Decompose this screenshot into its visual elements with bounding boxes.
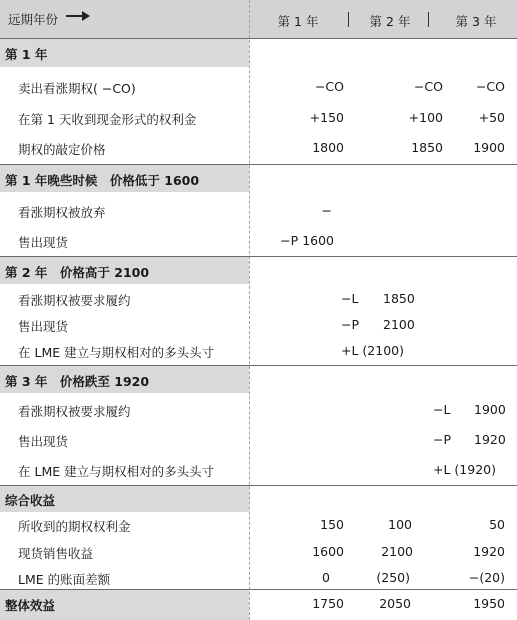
cell-value: 1850 [383,291,415,306]
cell-y1: −CO [314,79,344,94]
cell-y2: +100 [408,110,443,125]
section-title-year3: 第 3 年 价格跌至 1920 [5,374,150,389]
cell-y2: −CO [413,79,443,94]
row-label: 卖出看涨期权( −CO) [18,81,136,96]
section-title-total: 整体效益 [5,598,56,613]
cell-y1: − [321,203,332,218]
table-header [0,0,517,39]
row-label: 期权的敲定价格 [18,142,106,157]
cell-y3: −(20) [468,570,505,585]
cell-symbol: −P [433,432,452,447]
row-label: 在第 1 天收到现金形式的权利金 [18,112,197,127]
cell-value: 1900 [474,402,506,417]
cell-y1: +150 [309,110,344,125]
cell-y2: 2050 [379,596,411,611]
cell-y3: 1920 [473,544,505,559]
column-separator [428,12,429,27]
cell-combined: +L (2100) [341,343,404,358]
cell-y1: 1600 [312,544,344,559]
column-year-1: 第 1 年 [277,14,319,29]
row-label: 看涨期权被放弃 [18,205,106,220]
cell-y3: 1900 [473,140,505,155]
section-title-combined: 综合收益 [5,493,56,508]
cell-value: 1920 [474,432,506,447]
row-label: 售出现货 [18,319,69,334]
cell-y2: 100 [388,517,412,532]
cell-value: 2100 [383,317,415,332]
cell-symbol: −L [433,402,451,417]
cell-y2: 1850 [411,140,443,155]
row-label: LME 的账面差额 [18,572,111,587]
cell-y1: 150 [320,517,344,532]
section-title-year1: 第 1 年 [5,47,48,62]
row-label: 现货销售收益 [18,546,94,561]
cell-y3: 1950 [473,596,505,611]
cell-y3: 50 [489,517,505,532]
row-label: 在 LME 建立与期权相对的多头头寸 [18,345,215,360]
row-label: 在 LME 建立与期权相对的多头头寸 [18,464,215,479]
section-title-year2: 第 2 年 价格高于 2100 [5,265,150,280]
column-separator [348,12,349,27]
column-year-3: 第 3 年 [455,14,497,29]
right-arrow-icon [66,15,84,17]
row-label: 看涨期权被要求履约 [18,404,131,419]
row-label: 售出现货 [18,434,69,449]
cell-combined: +L (1920) [433,462,496,477]
cell-y1: 0 [322,570,330,585]
row-label: 看涨期权被要求履约 [18,293,131,308]
header-label: 远期年份 [8,12,59,27]
row-label: 售出现货 [18,235,69,250]
cell-y1: −P 1600 [280,233,334,248]
cell-y1: 1800 [312,140,344,155]
cell-symbol: −L [341,291,359,306]
cell-y3: −CO [475,79,505,94]
row-label: 所收到的期权权利金 [18,519,131,534]
cell-y2: (250) [376,570,410,585]
column-year-2: 第 2 年 [369,14,411,29]
cell-y1: 1750 [312,596,344,611]
cell-y2: 2100 [381,544,413,559]
cell-y3: +50 [478,110,505,125]
section-title-late-year1: 第 1 年晚些时候 价格低于 1600 [5,173,200,188]
cell-symbol: −P [341,317,360,332]
